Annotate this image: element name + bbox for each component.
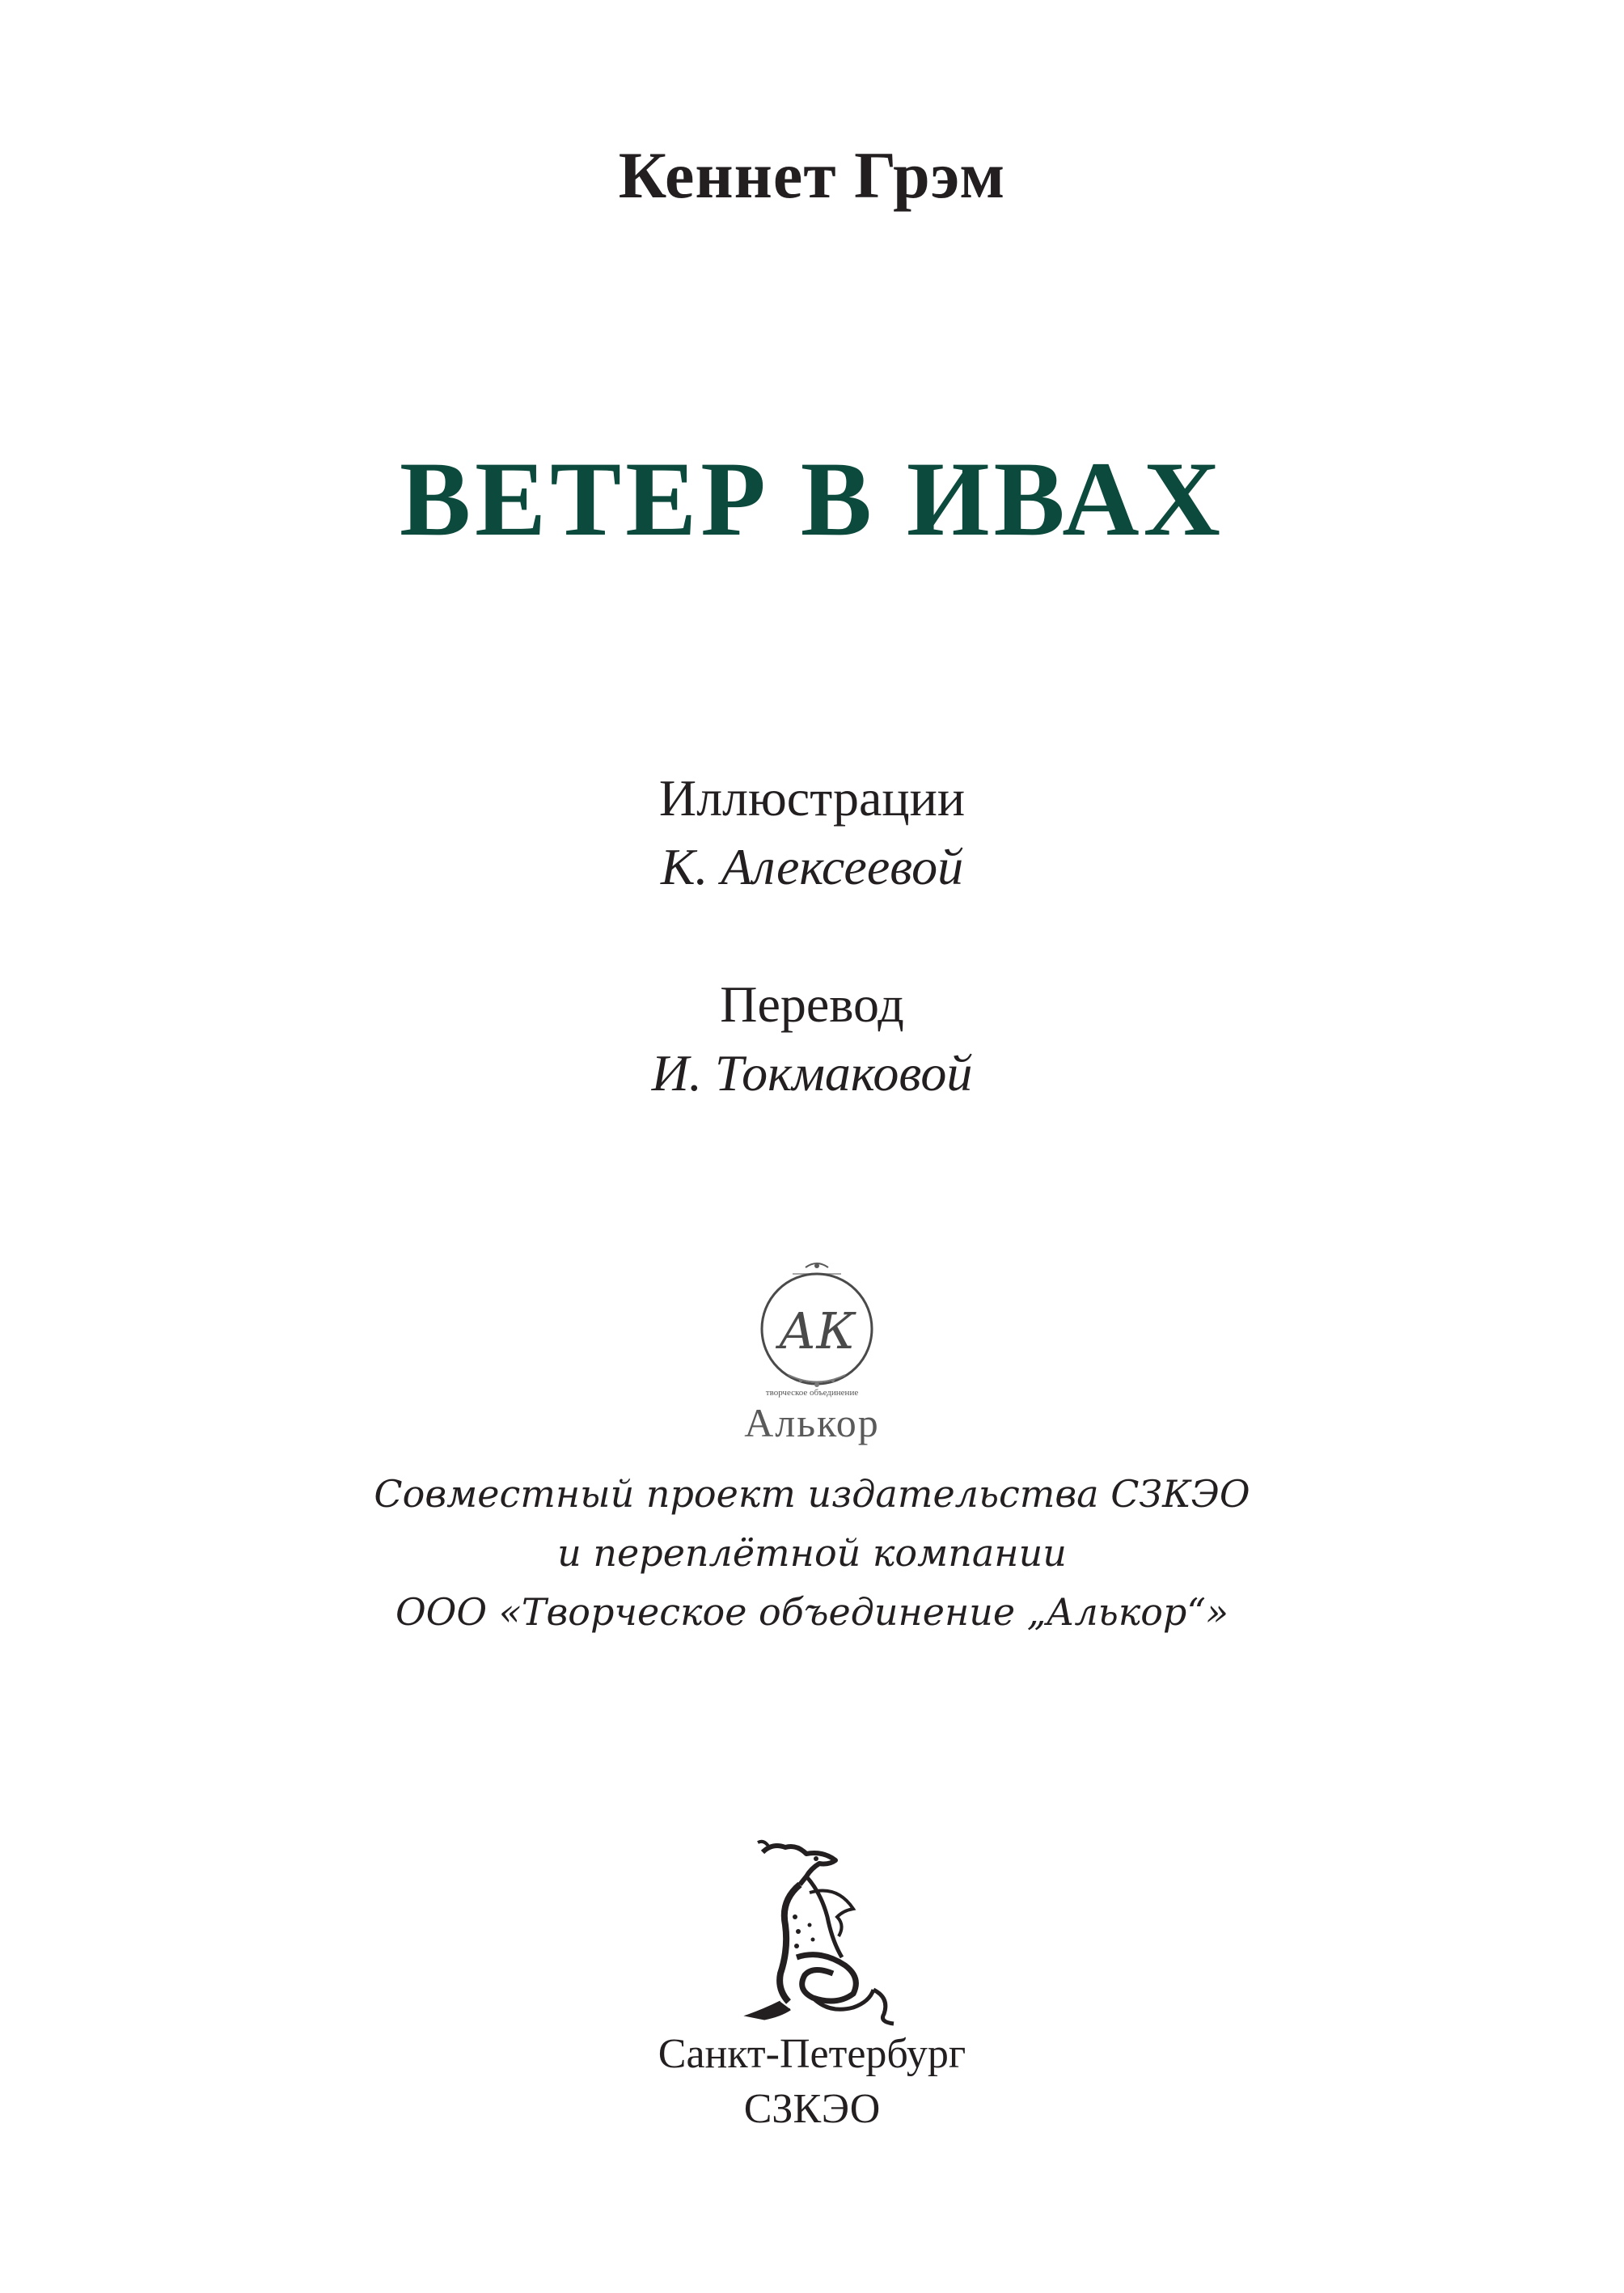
imprint-city: Санкт-Петербург xyxy=(658,2031,966,2077)
project-note-line-3: ООО «Творческое объединение „Алькор“» xyxy=(395,1590,1229,1634)
dragon-icon xyxy=(732,1836,902,2030)
illustrator-name: К. Алексеевой xyxy=(660,838,964,895)
alkor-name: Алькор xyxy=(744,1400,880,1445)
illustrations-label: Иллюстрации xyxy=(658,769,966,827)
translation-label: Перевод xyxy=(720,975,904,1033)
translator-name: И. Токмаковой xyxy=(651,1044,973,1102)
project-note-line-1: Совместный проект издательства СЗКЭО xyxy=(374,1472,1250,1516)
alkor-caption: творческое объединение xyxy=(765,1388,859,1398)
imprint-publisher: СЗКЭО xyxy=(743,2086,881,2132)
svg-text:АК: АК xyxy=(778,1301,856,1360)
book-title: ВЕТЕР В ИВАХ xyxy=(400,439,1224,558)
publisher-dragon-logo xyxy=(732,1836,902,2030)
author-name: Кеннет Грэм xyxy=(618,138,1006,212)
alkor-seal-icon xyxy=(744,1258,890,1391)
project-note-line-2: и переплётной компании xyxy=(557,1531,1067,1575)
